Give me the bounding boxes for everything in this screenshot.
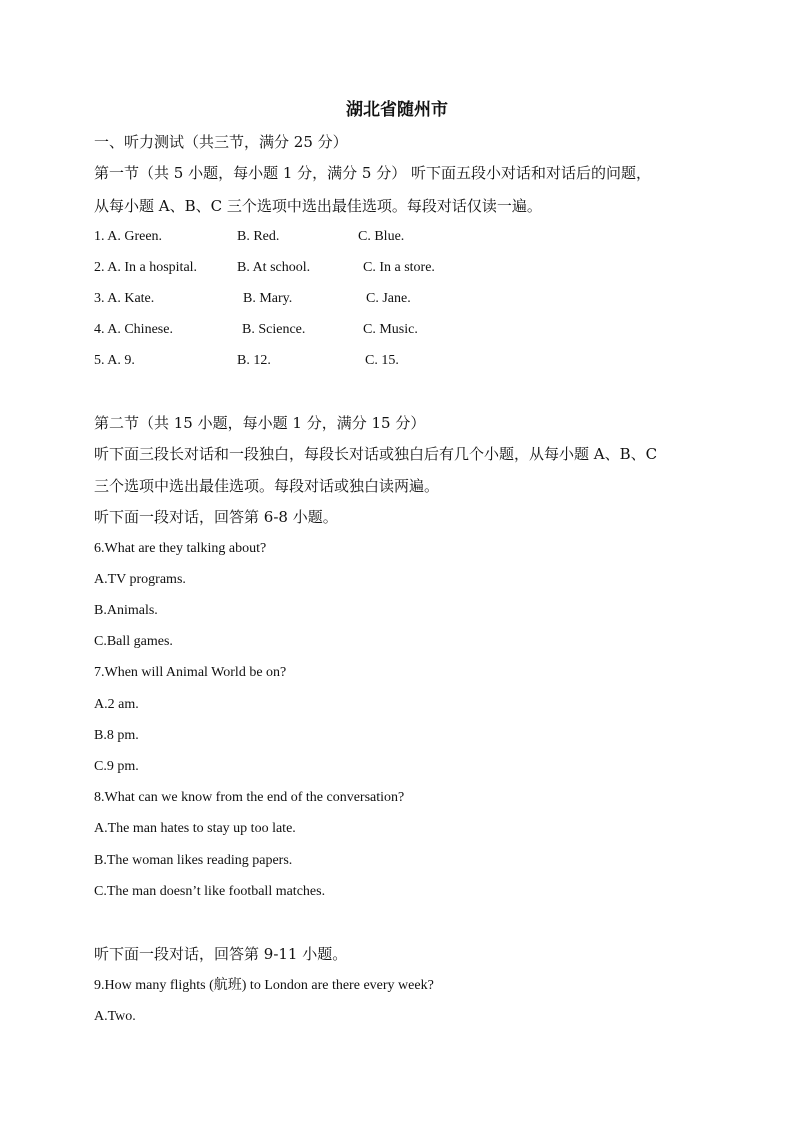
question-9: 9.How many flights (航班) to London are there every week? xyxy=(94,978,434,993)
section2-header: 第二节（共 15 小题，每小题 1 分，满分 15 分） xyxy=(94,414,426,432)
option-a: 1. A. Green. xyxy=(94,229,163,244)
question-8-option-c: C.The man doesn’t like football matches. xyxy=(94,884,326,899)
option-c: C. Jane. xyxy=(366,291,411,306)
section1-instruction: 从每小题 A、B、C 三个选项中选出最佳选项。每段对话仅读一遍。 xyxy=(94,197,542,215)
question-7-option-c: C.9 pm. xyxy=(94,759,139,774)
option-a: 4. A. Chinese. xyxy=(94,322,173,337)
section1-header: 第一节（共 5 小题，每小题 1 分，满分 5 分） 听下面五段小对话和对话后的问题， xyxy=(94,164,652,182)
page-title: 湖北省随州市 xyxy=(346,100,448,120)
section2-instruction-1: 听下面三段长对话和一段独白，每段长对话或独白后有几个小题，从每小题 A、B、C xyxy=(94,445,658,463)
option-a: 3. A. Kate. xyxy=(94,291,155,306)
part1-heading: 一、听力测试（共三节，满分 25 分） xyxy=(94,133,348,151)
dialog2-intro: 听下面一段对话，回答第 9-11 小题。 xyxy=(94,945,348,963)
question-6-option-b: B.Animals. xyxy=(94,603,158,618)
question-6: 6.What are they talking about? xyxy=(94,541,267,556)
option-c: C. Blue. xyxy=(358,229,405,244)
option-a: 5. A. 9. xyxy=(94,353,135,368)
option-c: C. 15. xyxy=(365,353,399,368)
question-7: 7.When will Animal World be on? xyxy=(94,665,287,680)
question-7-option-b: B.8 pm. xyxy=(94,728,139,743)
option-b: B. Science. xyxy=(242,322,306,337)
section2-instruction-2: 三个选项中选出最佳选项。每段对话或独白读两遍。 xyxy=(94,477,440,495)
option-b: B. Red. xyxy=(237,229,280,244)
question-6-option-a: A.TV programs. xyxy=(94,572,186,587)
option-b: B. 12. xyxy=(237,353,271,368)
option-a: 2. A. In a hospital. xyxy=(94,260,198,275)
question-9-option-a: A.Two. xyxy=(94,1009,136,1024)
option-b: B. At school. xyxy=(237,260,311,275)
question-6-option-c: C.Ball games. xyxy=(94,634,173,649)
question-7-option-a: A.2 am. xyxy=(94,697,139,712)
option-c: C. In a store. xyxy=(363,260,435,275)
question-8: 8.What can we know from the end of the conversation? xyxy=(94,790,405,805)
question-8-option-a: A.The man hates to stay up too late. xyxy=(94,821,296,836)
question-8-option-b: B.The woman likes reading papers. xyxy=(94,853,293,868)
option-b: B. Mary. xyxy=(243,291,293,306)
dialog1-intro: 听下面一段对话，回答第 6-8 小题。 xyxy=(94,508,338,526)
option-c: C. Music. xyxy=(363,322,418,337)
